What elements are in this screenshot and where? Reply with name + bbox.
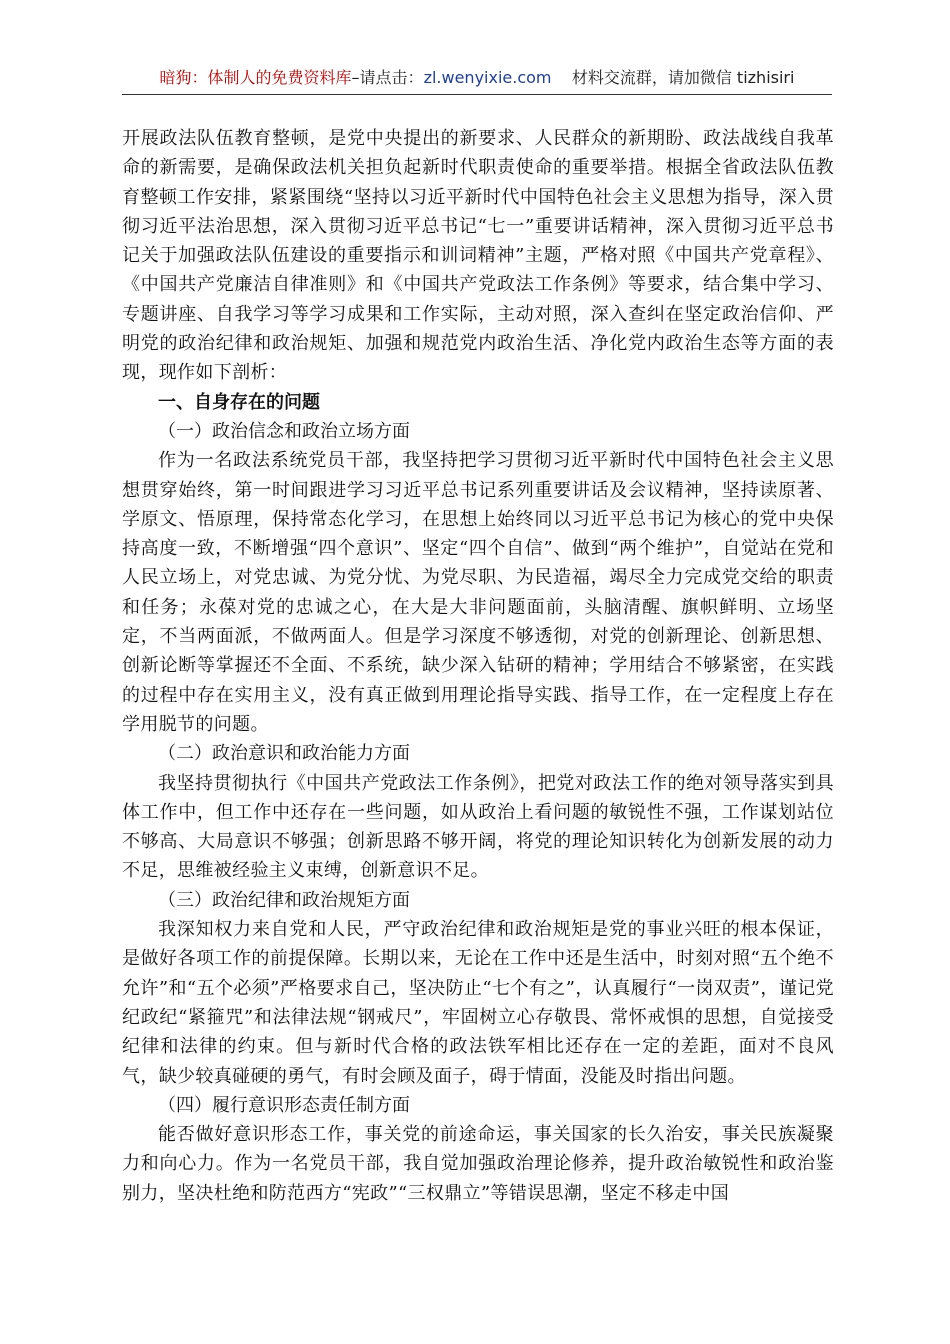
subsection-paragraph-2: 我坚持贯彻执行《中国共产党政法工作条例》，把党对政法工作的绝对领导落实到具体工作中，但工作中还存在一些问题，如从政治上看问题的敏锐性不强，工作谋划站位不够高、大局意识不够强；创新思路不够开阔，将党的理论知识转化为创新发展的动力不足，思维被经验主义束缚，创新意识不足。 [122,772,834,882]
subsection-heading-1: （一）政治信念和政治立场方面 [158,420,410,442]
click-label: –请点击： [351,68,424,87]
site-link[interactable]: zl.wenyixie.com [423,68,552,87]
section-heading: 一、自身存在的问题 [158,391,320,413]
subsection-paragraph-4: 能否做好意识形态工作，事关党的前途命运，事关国家的长久治安，事关民族凝聚力和向心力。作为一名党员干部，我自觉加强政治理论修养，提升政治敏锐性和政治鉴别力，坚决杜绝和防范西方“宪政”“三权鼎立”等错误思潮，坚定不移走中国 [122,1124,834,1204]
site-label: 暗狗：体制人的免费资料库 [159,68,352,87]
page-header [122,66,832,90]
wechat-info: 材料交流群，请加微信 tizhisiri [571,68,795,87]
subsection-paragraph-3: 我深知权力来自党和人民，严守政治纪律和政治规矩是党的事业兴旺的根本保证，是做好各项工作的前提保障。长期以来，无论在工作中还是生活中，时刻对照“五个绝不允许”和“五个必须”严格要求自己，坚决防止“七个有之”，认真履行“一岗双责”，谨记党纪政纪“紧箍咒”和法律法规“钢戒尺”，牢固树立心存敬畏、常怀戒惧的思想，自觉接受纪律和法律的约束。但与新时代合格的政法铁军相比还存在一定的差距，面对不良风气，缺少较真碰硬的勇气，有时会顾及面子，碍于情面，没能及时指出问题。 [122,919,834,1087]
subsection-heading-2: （二）政治意识和政治能力方面 [158,743,410,765]
subsection-heading-3: （三）政治纪律和政治规矩方面 [158,889,410,911]
header-divider [122,94,832,95]
document-body [122,124,834,1208]
subsection-paragraph-1: 作为一名政法系统党员干部，我坚持把学习贯彻习近平新时代中国特色社会主义思想贯穿始终，第一时间跟进学习习近平总书记系列重要讲话及会议精神，坚持读原著、学原文、悟原理，保持常态化学习，在思想上始终同以习近平总书记为核心的党中央保持高度一致，不断增强“四个意识”、坚定“四个自信”、做到“两个维护”，自觉站在党和人民立场上，对党忠诚、为党分忧、为党尽职、为民造福，竭尽全力完成党交给的职责和任务；永葆对党的忠诚之心，在大是大非问题面前，头脑清醒、旗帜鲜明、立场坚定，不当两面派，不做两面人。但是学习深度不够透彻，对党的创新理论、创新思想、创新论断等掌握还不全面、不系统，缺少深入钻研的精神；学用结合不够紧密，在实践的过程中存在实用主义，没有真正做到用理论指导实践、指导工作，在一定程度上存在学用脱节的问题。 [122,450,834,735]
subsection-heading-4: （四）履行意识形态责任制方面 [158,1094,410,1116]
intro-paragraph: 开展政法队伍教育整顿，是党中央提出的新要求、人民群众的新期盼、政法战线自我革命的新需要，是确保政法机关担负起新时代职责使命的重要举措。根据全省政法队伍教育整顿工作安排，紧紧围绕“坚持以习近平新时代中国特色社会主义思想为指导，深入贯彻习近平法治思想，深入贯彻习近平总书记“七一”重要讲话精神，深入贯彻习近平总书记关于加强政法队伍建设的重要指示和训词精神”主题，严格对照《中国共产党章程》、《中国共产党廉洁自律准则》和《中国共产党政法工作条例》等要求，结合集中学习、专题讲座、自我学习等学习成果和工作实际，主动对照，深入查纠在坚定政治信仰、严明党的政治纪律和政治规矩、加强和规范党内政治生活、净化党内政治生态等方面的表现，现作如下剖析： [122,128,834,384]
